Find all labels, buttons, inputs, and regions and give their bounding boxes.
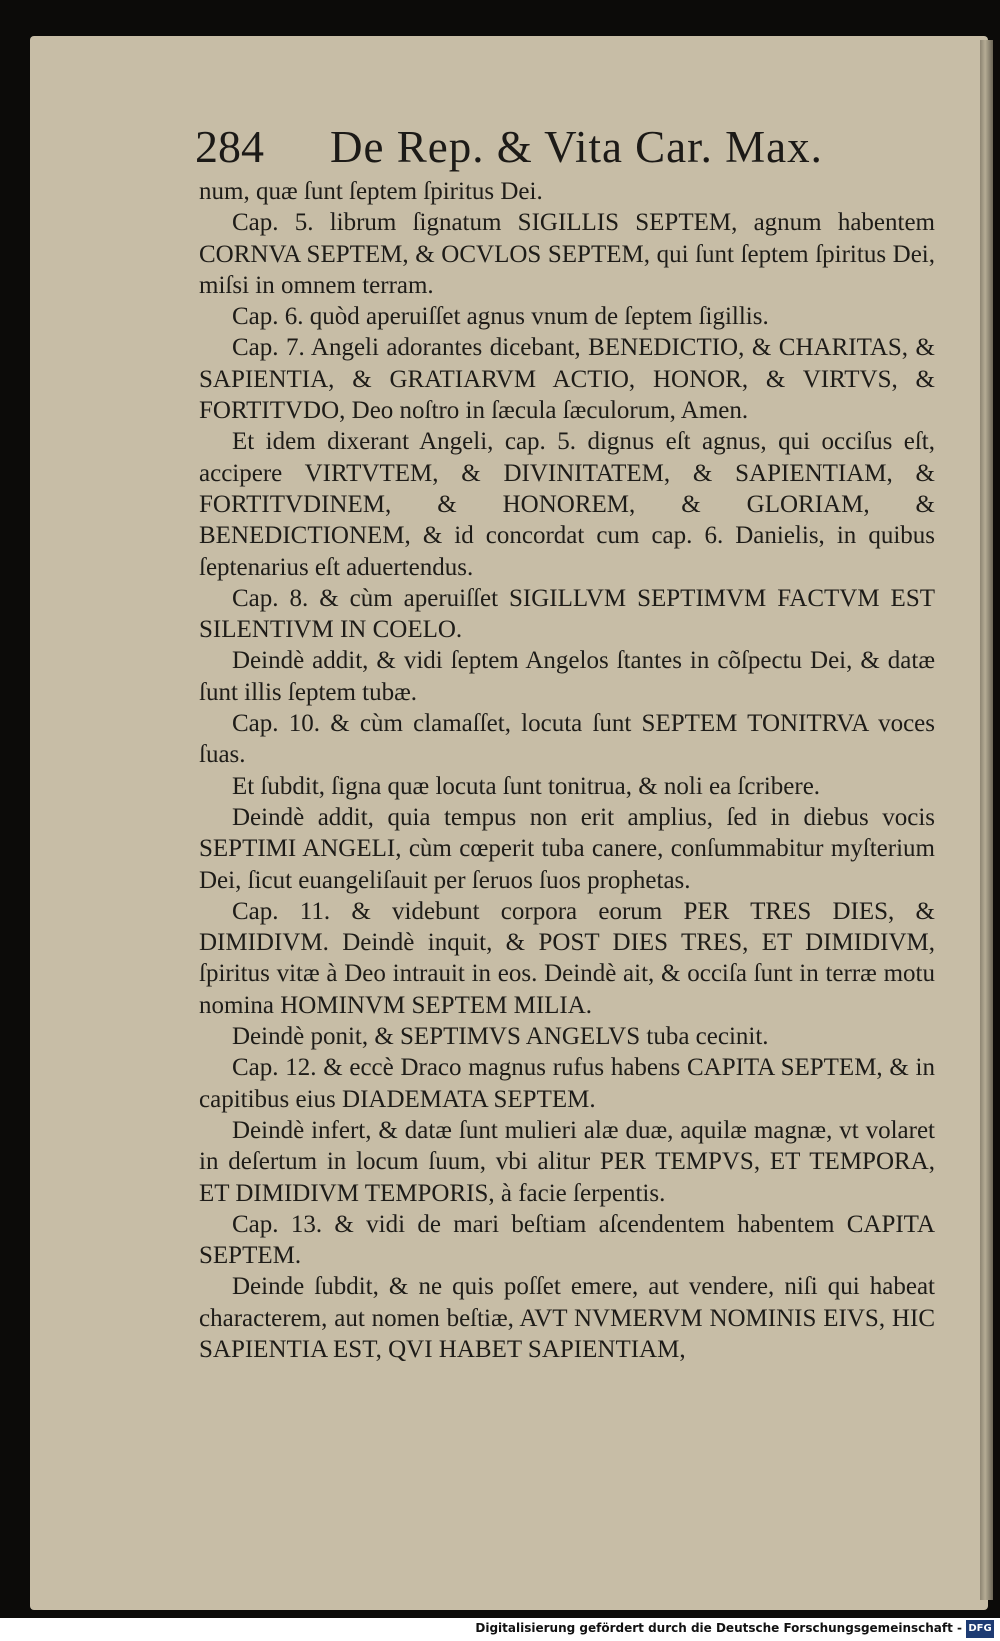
paragraph: Et ſubdit, ſigna quæ locuta ſunt tonitrua, & noli ea ſcribere. (232, 772, 821, 800)
footer-bar (0, 1618, 1000, 1641)
running-head (195, 115, 915, 179)
funding-note: Digitalisierung gefördert durch die Deutsche Forschungsgemeinschaft - (475, 1621, 962, 1635)
paragraph: Deindè addit, quia tempus non erit amplius, ſed in diebus vocis SEPTIMI ANGELI, cùm cœperit tuba canere, conſummabitur myſterium Dei, ſicut euangeliſauit per ſeruos ſuos prophetas. (199, 803, 935, 894)
paragraph: Cap. 12. & eccè Draco magnus rufus habens CAPITA SEPTEM, & in capitibus eius DIADEMATA SEPTEM. (199, 1054, 935, 1113)
dfg-logo: DFG (966, 1620, 994, 1638)
body-text (199, 176, 935, 1365)
paragraph: Cap. 7. Angeli adorantes dicebant, BENEDICTIO, & CHARITAS, & SAPIENTIA, & GRATIARVM ACTIO, HONOR, & VIRTVS, & FORTITVDO, Deo noſtro in ſæcula ſæculorum, Amen. (199, 334, 935, 425)
paragraph: num, quæ ſunt ſeptem ſpiritus Dei. (199, 178, 543, 205)
paragraph: Cap. 10. & cùm clamaſſet, locuta ſunt SEPTEM TONITRVA voces ſuas. (199, 710, 935, 769)
paragraph: Cap. 13. & vidi de mari beſtiam aſcendentem habentem CAPITA SEPTEM. (199, 1210, 935, 1270)
paragraph: Cap. 5. librum ſignatum SIGILLIS SEPTEM, agnum habentem CORNVA SEPTEM, & OCVLOS SEPTEM, qui ſunt ſeptem ſpiritus Dei, miſsi in omnem terram. (199, 209, 935, 299)
paragraph: Cap. 6. quòd aperuiſſet agnus vnum de ſeptem ſigillis. (232, 303, 769, 331)
paragraph: Deindè addit, & vidi ſeptem Angelos ſtantes in cõſpectu Dei, & datæ ſunt illis ſeptem tubæ. (199, 647, 935, 706)
paragraph: Deindè infert, & datæ ſunt mulieri alæ duæ, aquilæ magnæ, vt volaret in deſertum in locum ſuum, vbi alitur PER TEMPVS, ET TEMPORA, ET DIMIDIVM TEMPORIS, à facie ſerpentis. (199, 1116, 935, 1207)
paragraph: Et idem dixerant Angeli, cap. 5. dignus eſt agnus, qui occiſus eſt, accipere VIRTVTEM, & DIVINITATEM, & SAPIENTIAM, & FORTITVDINEM, & HONOREM, & GLORIAM, & BENEDICTIONEM, & id concordat cum cap. 6. Danielis, in quibus ſeptenarius eſt aduertendus. (199, 428, 935, 581)
page-title: De Rep. & Vita Car. Max. (330, 122, 823, 172)
paragraph: Cap. 8. & cùm aperuiſſet SIGILLVM SEPTIMVM FACTVM EST SILENTIVM IN COELO. (199, 584, 935, 644)
paragraph: Deinde ſubdit, & ne quis poſſet emere, aut vendere, niſi qui habeat characterem, aut nomen beſtiæ, AVT NVMERVM NOMINIS EIVS, HIC SAPIENTIA EST, QVI HABET SAPIENTIAM, (199, 1273, 935, 1363)
page-edge (980, 40, 993, 1600)
paragraph: Cap. 11. & videbunt corpora eorum PER TRES DIES, & DIMIDIVM. Deindè inquit, & POST DIES TRES, ET DIMIDIVM, ſpiritus vitæ à Deo intrauit in eos. Deindè ait, & occiſa ſunt in terræ motu nomina HOMINVM SEPTEM MILIA. (199, 897, 935, 1019)
page-number: 284 (195, 121, 264, 172)
paragraph: Deindè ponit, & SEPTIMVS ANGELVS tuba cecinit. (232, 1023, 769, 1051)
